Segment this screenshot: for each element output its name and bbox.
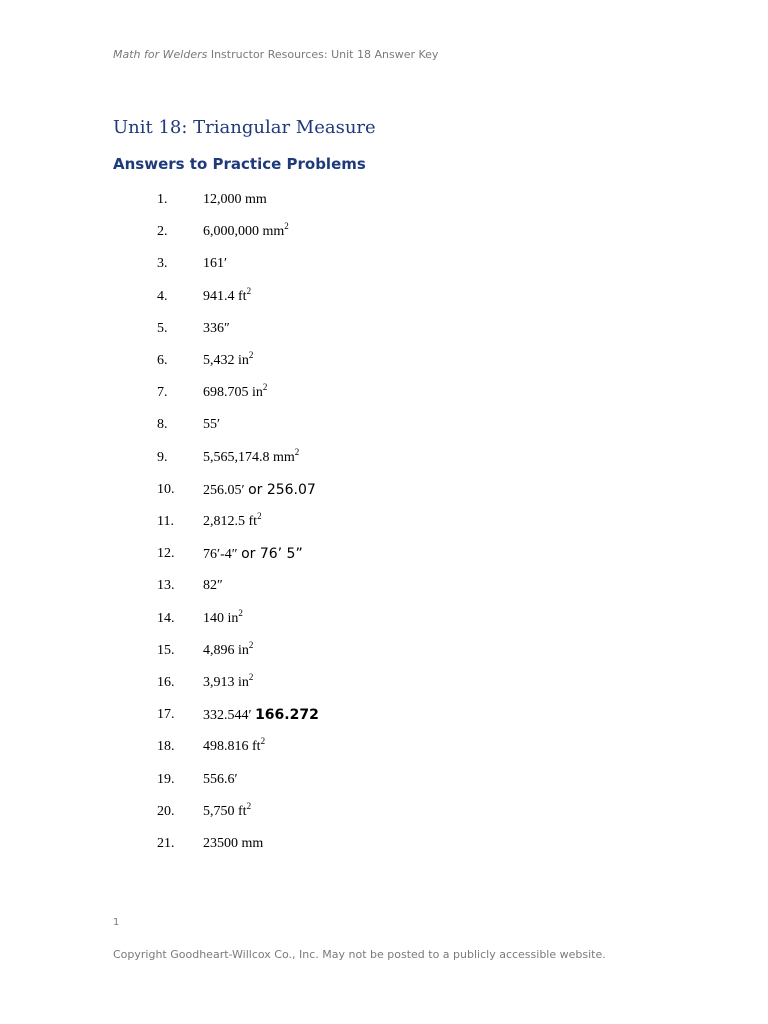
- answer-value: [203, 707, 319, 724]
- answer-item: [0, 220, 768, 244]
- page-number: 1: [113, 917, 120, 928]
- answer-text: 5,750 ft: [203, 803, 247, 819]
- answer-alternate: or 76’ 5”: [241, 546, 303, 563]
- answer-item: [0, 349, 768, 373]
- answer-text: 5,565,174.8 mm: [203, 449, 295, 465]
- answer-item: [0, 800, 768, 824]
- answer-item: [0, 478, 768, 502]
- answer-value: [203, 417, 220, 433]
- answer-number: 16.: [157, 675, 175, 690]
- answer-exponent: 2: [248, 672, 254, 682]
- answer-value: [203, 321, 230, 337]
- answer-value: [203, 382, 268, 401]
- answer-item: [0, 671, 768, 695]
- answer-value: [203, 736, 266, 755]
- answer-number: 14.: [157, 610, 175, 626]
- answer-item: [0, 285, 768, 309]
- answer-item: [0, 252, 768, 276]
- answer-item: [0, 510, 768, 534]
- answer-number: 13.: [157, 578, 175, 594]
- answer-text: 698.705 in: [203, 385, 263, 401]
- answer-value: [203, 482, 316, 499]
- answer-item: [0, 446, 768, 470]
- answer-value: [203, 285, 252, 305]
- answer-number: 9.: [157, 449, 168, 465]
- answer-number: 6.: [157, 353, 168, 368]
- header-book-title: Math for Welders: [113, 48, 208, 61]
- page-title: Unit 18: Triangular Measure: [113, 117, 376, 138]
- answer-value: [203, 446, 300, 466]
- answer-text: 3,913 in: [203, 675, 249, 690]
- answer-value: [203, 578, 223, 594]
- answer-exponent: 2: [248, 639, 254, 650]
- answer-exponent: 2: [257, 511, 262, 521]
- header-rest: Instructor Resources: Unit 18 Answer Key: [207, 48, 439, 61]
- answer-number: 11.: [157, 514, 174, 529]
- answer-text: 140 in: [203, 610, 239, 626]
- answer-number: 21.: [157, 836, 175, 851]
- answer-number: 2.: [157, 224, 168, 240]
- answer-number: 3.: [157, 256, 168, 272]
- answer-text: 256.05′: [203, 482, 245, 498]
- answer-number: 17.: [157, 707, 175, 723]
- answer-value: [203, 672, 254, 691]
- answer-exponent: 2: [262, 382, 268, 393]
- answer-value: [203, 256, 227, 272]
- answer-text: 12,000 mm: [203, 192, 267, 207]
- copyright-footer: Copyright Goodheart-Willcox Co., Inc. May not be posted to a publicly accessible website.: [113, 948, 606, 961]
- section-subtitle: Answers to Practice Problems: [113, 155, 366, 173]
- answer-number: 10.: [157, 481, 175, 497]
- answer-number: 12.: [157, 546, 175, 562]
- answer-value: [203, 639, 254, 659]
- answer-alternate: 166.272: [255, 707, 319, 724]
- answer-item: [0, 639, 768, 663]
- answer-alternate: or 256.07: [248, 481, 316, 498]
- answer-value: [203, 511, 262, 530]
- answer-value: [203, 350, 254, 369]
- answer-text: 2,812.5 ft: [203, 514, 258, 529]
- answer-value: [203, 772, 238, 788]
- answer-value: [203, 800, 252, 820]
- answer-item: [0, 413, 768, 437]
- answer-exponent: 2: [248, 350, 254, 360]
- answer-value: [203, 221, 289, 240]
- answer-item: [0, 188, 768, 212]
- running-header: [113, 48, 438, 61]
- answer-text: 161′: [203, 256, 228, 272]
- answer-number: 20.: [157, 803, 175, 819]
- answer-item: [0, 607, 768, 631]
- answer-text: 4,896 in: [203, 642, 249, 658]
- answer-text: 336″: [203, 320, 230, 336]
- answer-text: 498.816 ft: [203, 739, 261, 755]
- answer-item: [0, 542, 768, 566]
- answer-value: [203, 836, 263, 852]
- answer-item: [0, 317, 768, 341]
- answer-item: [0, 768, 768, 792]
- answer-text: 76′-4″: [203, 547, 238, 563]
- answer-value: [203, 192, 267, 208]
- answer-item: [0, 832, 768, 856]
- answer-text: 23500 mm: [203, 836, 264, 851]
- answer-number: 4.: [157, 288, 168, 304]
- answer-item: [0, 703, 768, 727]
- answer-text: 556.6′: [203, 771, 238, 787]
- answer-value: [203, 546, 303, 563]
- answer-exponent: 2: [246, 800, 252, 811]
- answer-text: 5,432 in: [203, 353, 249, 368]
- answer-exponent: 2: [294, 446, 300, 457]
- answer-exponent: 2: [238, 607, 243, 618]
- answer-number: 8.: [157, 417, 168, 433]
- answer-exponent: 2: [246, 285, 252, 296]
- answer-number: 1.: [157, 192, 168, 207]
- answer-text: 6,000,000 mm: [203, 224, 285, 240]
- answer-item: [0, 735, 768, 759]
- answer-number: 19.: [157, 771, 175, 787]
- answer-text: 55′: [203, 417, 221, 433]
- answer-number: 18.: [157, 739, 175, 755]
- answer-number: 5.: [157, 320, 168, 336]
- answer-number: 7.: [157, 385, 168, 401]
- answer-text: 82″: [203, 578, 223, 594]
- answer-text: 332.544′: [203, 708, 252, 724]
- answer-number: 15.: [157, 642, 175, 658]
- answer-exponent: 2: [284, 221, 289, 232]
- answer-item: [0, 574, 768, 598]
- answer-item: [0, 381, 768, 405]
- answer-text: 941.4 ft: [203, 288, 247, 304]
- answer-value: [203, 607, 243, 627]
- answer-exponent: 2: [260, 736, 266, 747]
